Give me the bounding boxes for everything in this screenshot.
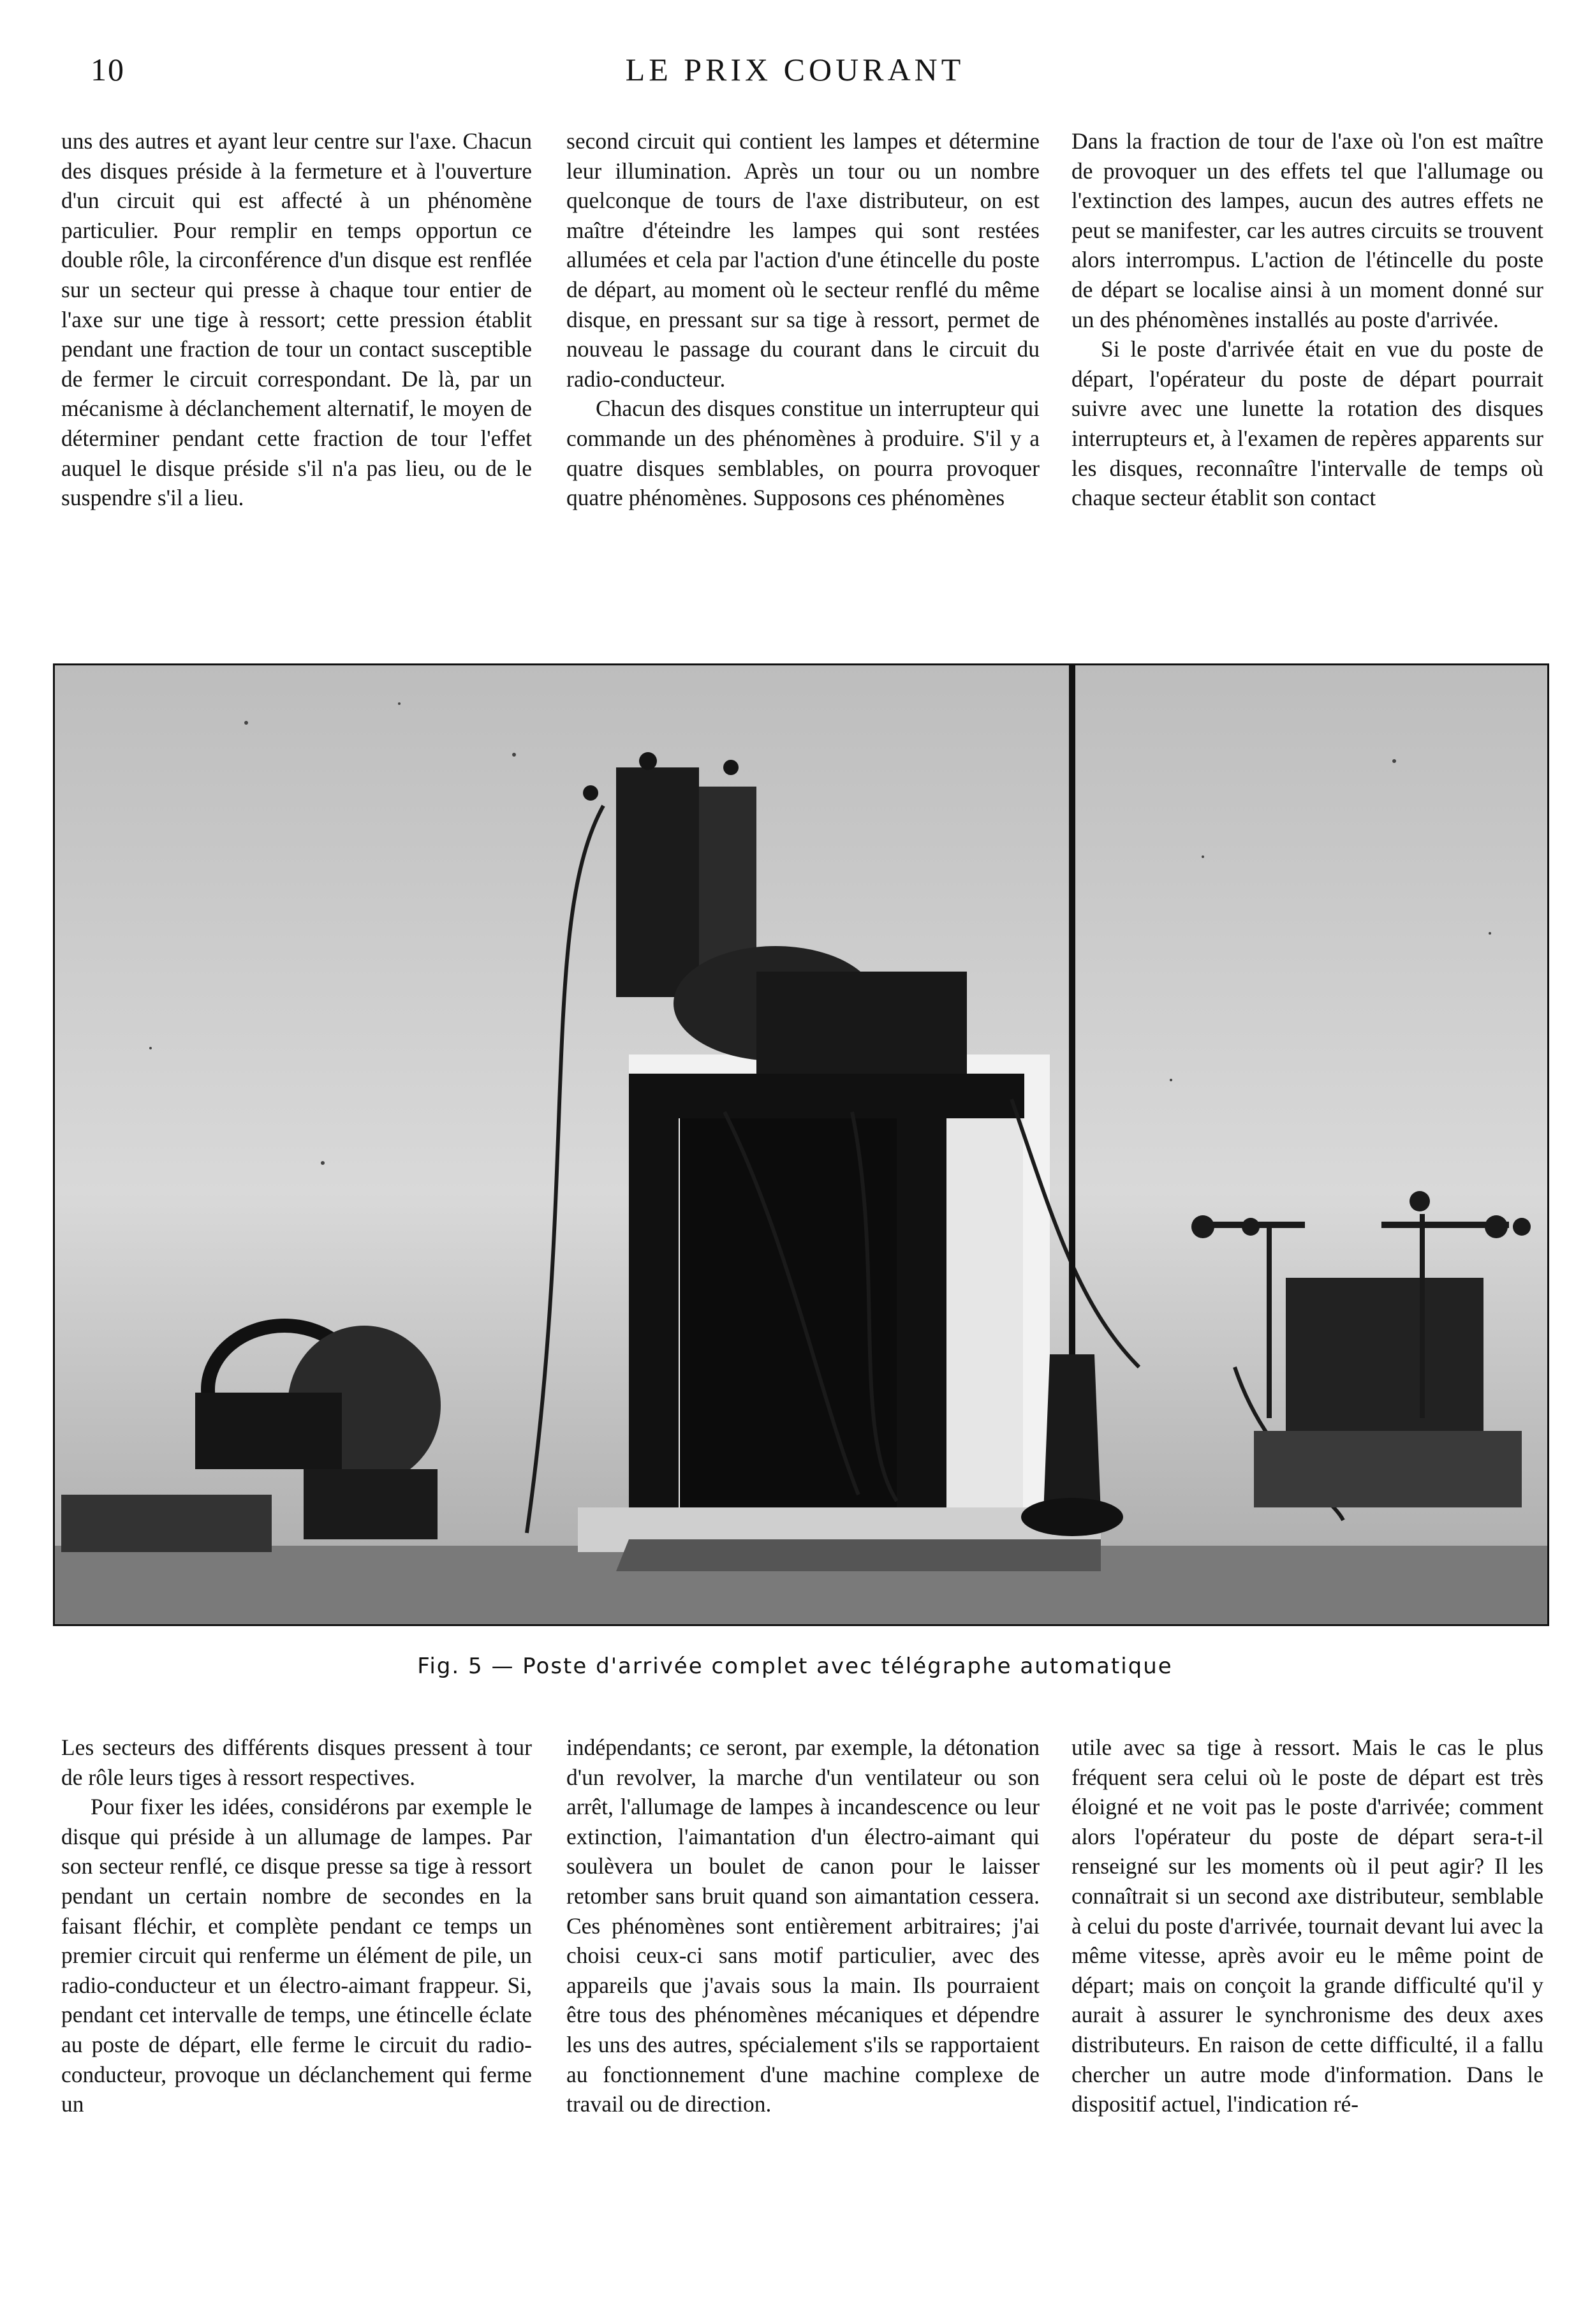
paragraph: Dans la fraction de tour de l'axe où l'on est maître de provoquer un des effets tel que l'allumage ou l'extinction des lampes, aucun des autres effets ne peut se manifester, car les autres circuits se trouvent alors interrompus. L'action de l'étincelle du poste de départ se localise ainsi à un moment donné sur un des phénomènes installés au poste d'arrivée. [1071,128,1543,332]
receiving-station-photo [55,665,1547,1624]
paragraph: indépendants; ce seront, par exemple, la détonation d'un revolver, la marche d'un ventilateur ou son arrêt, l'allumage de lampes à incandescence ou leur extinction, l'aimantation d'un électro-aimant qui soulèvera un boulet de canon pour le laisser retomber sans bruit quand son aimantation cessera. Ces phénomènes sont entièrement arbitraires; j'ai choisi ceux-ci sans motif particulier, avec des appareils que j'avais sous la main. Ils pourraient être tous des phénomènes mécaniques et dépendre les uns des autres, spécialement s'ils se rapportaient au fonctionnement d'une machine complexe de travail ou de direction. [566,1735,1040,2117]
paragraph: Pour fixer les idées, considérons par exemple le disque qui préside à un allumage de lampes. Par son secteur renflé, ce disque presse sa tige à ressort pendant un certain nombre de secondes en la faisant fléchir, et complète pendant ce temps un premier circuit qui renferme un élément de pile, un radio-conducteur et un électro-aimant frappeur. Si, pendant cet intervalle de temps, une étincelle éclate au poste de départ, elle ferme le circuit du radio-conducteur, provoque un déclanchement qui ferme un [61,1794,532,2117]
paragraph: utile avec sa tige à ressort. Mais le cas le plus fréquent sera celui où le poste de départ est très éloigné et ne voit pas le poste d'arrivée; comment alors l'opérateur du poste de départ sera-t-il renseigné sur les moments où il peut agir? Il les connaîtrait si un second axe distributeur, semblable à celui du poste d'arrivée, tournait devant lui avec la même vitesse, après avoir eu le même point de départ; mais on conçoit la grande difficulté qu'il y aurait à assurer le synchronisme des deux axes distributeurs. En raison de cette difficulté, il a fallu chercher un autre mode d'information. Dans le dispositif actuel, l'indication ré- [1071,1735,1543,2117]
text-column-upper-middle [566,126,1040,600]
text-column-lower-left [61,1733,532,2211]
text-column-upper-left [61,126,532,600]
paragraph: second circuit qui contient les lampes et détermine leur illumination. Après un tour ou un nombre quelconque de tours de l'axe distributeur, on est maître d'éteindre les lampes qui sont restées allumées et cela par l'action d'une étincelle du poste de départ, au moment où le secteur renflé du même disque, en pressant sur sa tige à ressort, permet de nouveau le passage du courant dans le circuit du radio-conducteur. [566,128,1040,392]
page-number: 10 [91,52,125,87]
paragraph: Les secteurs des différents disques pressent à tour de rôle leurs tiges à ressort respectives. [61,1735,532,1790]
figure-caption: Fig. 5 — Poste d'arrivée complet avec télégraphe automatique [417,1654,1173,1679]
running-title: LE PRIX COURANT [625,52,965,87]
text-column-lower-middle [566,1733,1040,2211]
text-column-lower-right [1071,1733,1543,2211]
text-column-upper-right [1071,126,1543,600]
paragraph: uns des autres et ayant leur centre sur l'axe. Chacun des disques préside à la fermeture et à l'ouverture d'un circuit qui est affecté à un phénomène particulier. Pour remplir en temps opportun ce double rôle, la circonférence d'un disque est renflée sur un secteur qui presse à chaque tour entier de l'axe sur une tige à ressort; cette pression établit pendant une fraction de tour un contact susceptible de fermer le circuit correspondant. De là, par un mécanisme à déclanchement alternatif, le moyen de déterminer pendant cette fraction de tour l'effet auquel le disque préside s'il n'a pas lieu, ou de le suspendre s'il a lieu. [61,128,532,511]
apparatus-photograph [53,663,1549,1626]
paragraph: Si le poste d'arrivée était en vue du poste de départ, l'opérateur du poste de départ pourrait suivre avec une lunette la rotation des disques interruptеurs et, à l'examen de repères apparents sur les disques, reconnaître l'intervalle de temps où chaque secteur établit son contact [1071,336,1543,511]
paragraph: Chacun des disques constitue un interrupteur qui commande un des phénomènes à produire. S'il y a quatre disques semblables, on pourra provoquer quatre phénomènes. Supposons ces phénomènes [566,396,1040,511]
